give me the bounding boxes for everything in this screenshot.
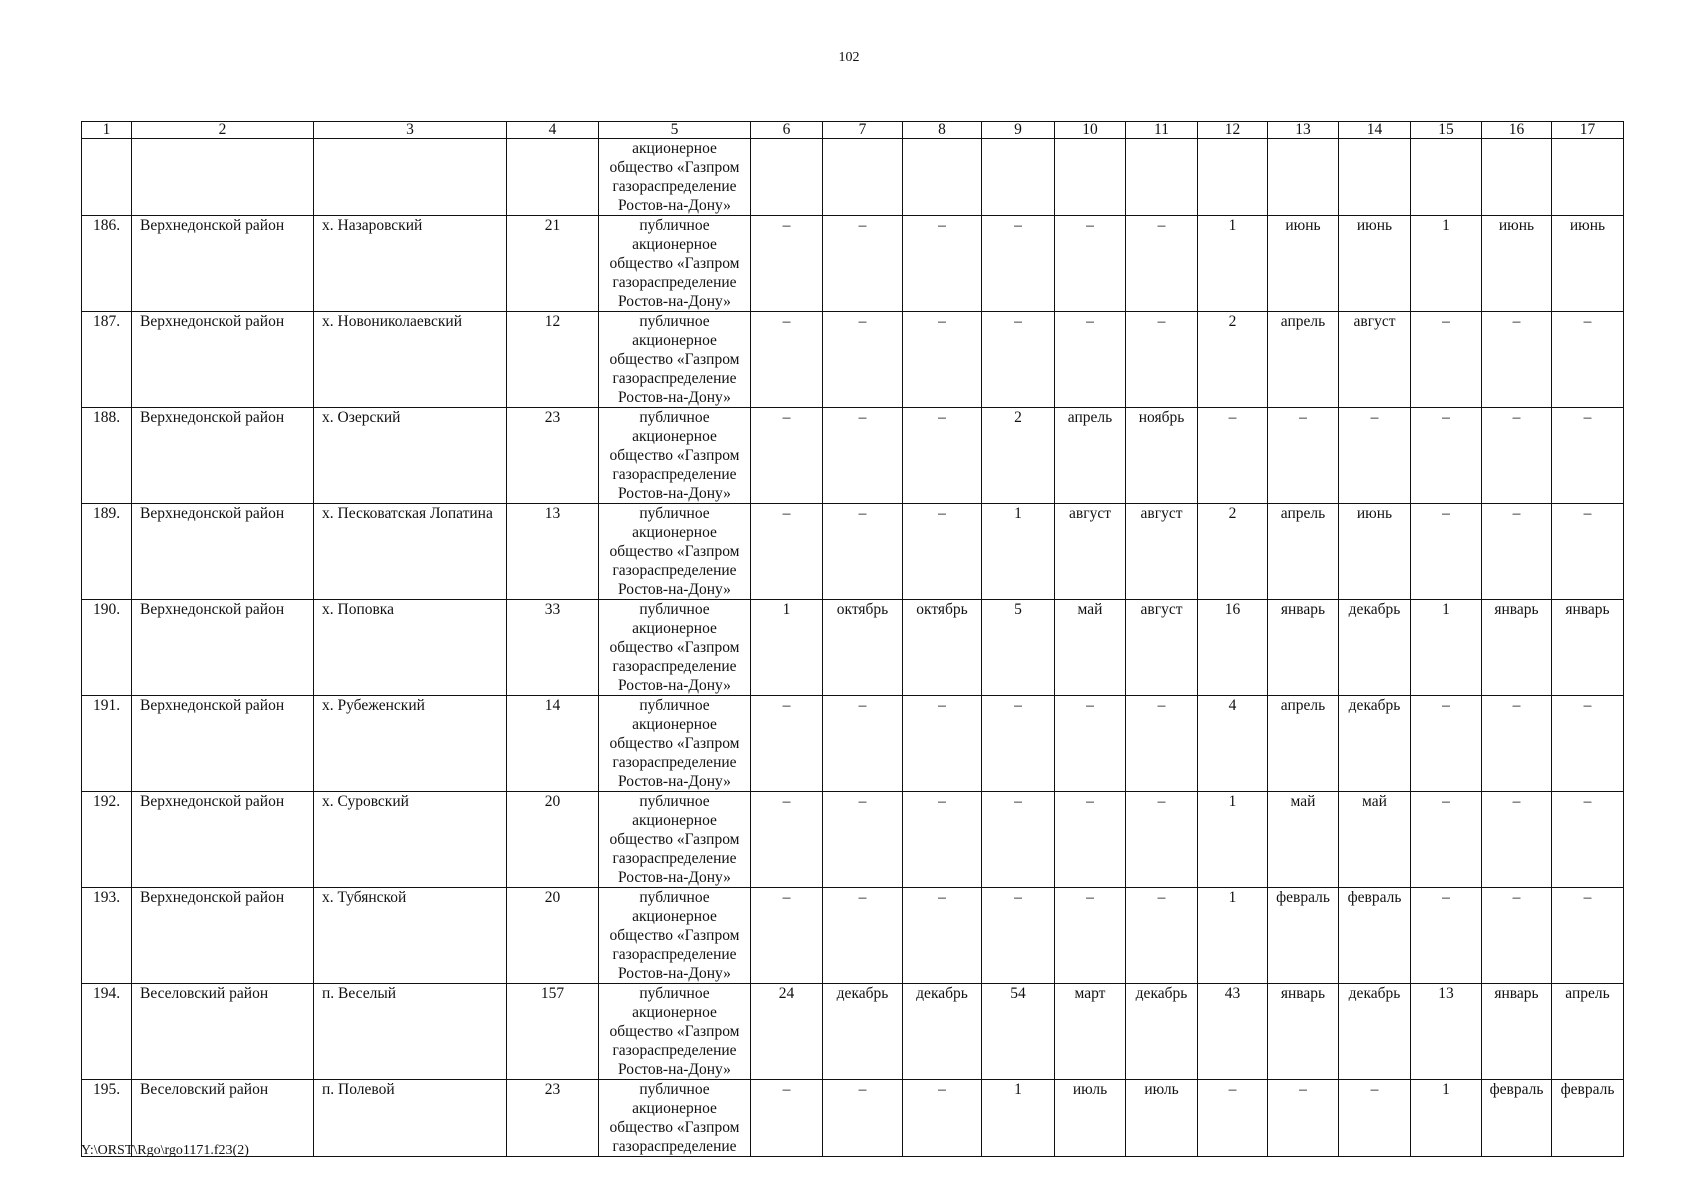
col-11-cell: – <box>1126 792 1198 888</box>
cell <box>982 139 1055 216</box>
settlement-cell: х. Песковатская Лопатина <box>314 504 507 600</box>
col-9-cell: – <box>982 792 1055 888</box>
col-14-cell: август <box>1339 312 1411 408</box>
table-row <box>82 504 1624 600</box>
cell <box>82 139 132 216</box>
row-number-cell: 190. <box>82 600 132 696</box>
header-cell: 9 <box>982 122 1055 139</box>
col-17-cell: февраль <box>1552 1080 1624 1157</box>
header-cell: 17 <box>1552 122 1624 139</box>
organization-cell: публичное акционерное общество «Газпром газораспределение Ростов-на-Дону» <box>599 696 751 792</box>
cell <box>1126 139 1198 216</box>
col-7-cell: – <box>823 216 903 312</box>
district-cell: Верхнедонской район <box>132 696 314 792</box>
col-13-cell: февраль <box>1268 888 1339 984</box>
col-11-cell: – <box>1126 216 1198 312</box>
cell <box>1198 139 1268 216</box>
organization-cell: публичное акционерное общество «Газпром газораспределение Ростов-на-Дону» <box>599 888 751 984</box>
row-number-cell: 188. <box>82 408 132 504</box>
organization-cell: публичное акционерное общество «Газпром газораспределение Ростов-на-Дону» <box>599 984 751 1080</box>
district-cell: Веселовский район <box>132 1080 314 1157</box>
col-11-cell: август <box>1126 600 1198 696</box>
col-12-cell: 4 <box>1198 696 1268 792</box>
header-cell: 2 <box>132 122 314 139</box>
col-13-cell: – <box>1268 1080 1339 1157</box>
col-7-cell: – <box>823 792 903 888</box>
header-cell: 4 <box>507 122 599 139</box>
settlement-cell: х. Новониколаевский <box>314 312 507 408</box>
col-6-cell: – <box>751 408 823 504</box>
col-6-cell: – <box>751 792 823 888</box>
col-16-cell: – <box>1482 888 1552 984</box>
row-number-cell: 195. <box>82 1080 132 1157</box>
col-8-cell: – <box>903 408 982 504</box>
col-17-cell: июнь <box>1552 216 1624 312</box>
col-16-cell: январь <box>1482 984 1552 1080</box>
settlement-cell: п. Полевой <box>314 1080 507 1157</box>
col-11-cell: – <box>1126 888 1198 984</box>
settlement-cell: х. Озерский <box>314 408 507 504</box>
col-17-cell: – <box>1552 696 1624 792</box>
header-cell: 3 <box>314 122 507 139</box>
schedule-table <box>81 121 1624 1157</box>
col-8-cell: – <box>903 888 982 984</box>
col-7-cell: – <box>823 1080 903 1157</box>
col-13-cell: январь <box>1268 600 1339 696</box>
col-8-cell: декабрь <box>903 984 982 1080</box>
settlement-cell: х. Назаровский <box>314 216 507 312</box>
cell <box>1552 139 1624 216</box>
col-14-cell: май <box>1339 792 1411 888</box>
row-number-cell: 191. <box>82 696 132 792</box>
cell <box>1268 139 1339 216</box>
col-13-cell: апрель <box>1268 504 1339 600</box>
cell <box>132 139 314 216</box>
organization-cell: публичное акционерное общество «Газпром газораспределение Ростов-на-Дону» <box>599 504 751 600</box>
col-11-cell: июль <box>1126 1080 1198 1157</box>
cell <box>314 139 507 216</box>
row-number-cell: 187. <box>82 312 132 408</box>
col-10-cell: – <box>1055 216 1126 312</box>
col-14-cell: июнь <box>1339 504 1411 600</box>
col-6-cell: – <box>751 216 823 312</box>
footer-file-path: Y:\ORST\Rgo\rgo1171.f23(2) <box>81 1143 249 1158</box>
header-cell: 15 <box>1411 122 1482 139</box>
count-cell: 14 <box>507 696 599 792</box>
col-14-cell: декабрь <box>1339 696 1411 792</box>
col-8-cell: – <box>903 312 982 408</box>
district-cell: Верхнедонской район <box>132 408 314 504</box>
count-cell: 20 <box>507 792 599 888</box>
col-15-cell: – <box>1411 696 1482 792</box>
page-number: 102 <box>838 50 860 65</box>
col-8-cell: – <box>903 504 982 600</box>
col-12-cell: 2 <box>1198 504 1268 600</box>
col-10-cell: май <box>1055 600 1126 696</box>
col-10-cell: апрель <box>1055 408 1126 504</box>
row-number-cell: 194. <box>82 984 132 1080</box>
col-14-cell: июнь <box>1339 216 1411 312</box>
header-cell: 12 <box>1198 122 1268 139</box>
col-13-cell: – <box>1268 408 1339 504</box>
district-cell: Верхнедонской район <box>132 216 314 312</box>
col-6-cell: – <box>751 696 823 792</box>
col-16-cell: – <box>1482 408 1552 504</box>
col-8-cell: – <box>903 696 982 792</box>
header-cell: 5 <box>599 122 751 139</box>
col-9-cell: – <box>982 312 1055 408</box>
col-15-cell: 1 <box>1411 1080 1482 1157</box>
col-9-cell: – <box>982 696 1055 792</box>
col-6-cell: 1 <box>751 600 823 696</box>
col-10-cell: август <box>1055 504 1126 600</box>
col-14-cell: – <box>1339 1080 1411 1157</box>
col-14-cell: декабрь <box>1339 600 1411 696</box>
cell <box>1339 139 1411 216</box>
col-17-cell: – <box>1552 504 1624 600</box>
col-7-cell: – <box>823 888 903 984</box>
col-10-cell: июль <box>1055 1080 1126 1157</box>
col-8-cell: – <box>903 1080 982 1157</box>
col-16-cell: – <box>1482 312 1552 408</box>
col-10-cell: – <box>1055 888 1126 984</box>
count-cell: 23 <box>507 1080 599 1157</box>
col-9-cell: – <box>982 216 1055 312</box>
col-7-cell: – <box>823 504 903 600</box>
col-6-cell: – <box>751 1080 823 1157</box>
col-6-cell: 24 <box>751 984 823 1080</box>
header-cell: 10 <box>1055 122 1126 139</box>
cell <box>751 139 823 216</box>
col-13-cell: апрель <box>1268 696 1339 792</box>
organization-cell: публичное акционерное общество «Газпром газораспределение Ростов-на-Дону» <box>599 312 751 408</box>
col-10-cell: – <box>1055 792 1126 888</box>
cell <box>903 139 982 216</box>
col-16-cell: январь <box>1482 600 1552 696</box>
table-row <box>82 408 1624 504</box>
settlement-cell: п. Веселый <box>314 984 507 1080</box>
organization-cell: публичное акционерное общество «Газпром газораспределение Ростов-на-Дону» <box>599 600 751 696</box>
col-13-cell: апрель <box>1268 312 1339 408</box>
col-15-cell: 1 <box>1411 216 1482 312</box>
col-13-cell: январь <box>1268 984 1339 1080</box>
col-10-cell: – <box>1055 312 1126 408</box>
col-12-cell: 1 <box>1198 792 1268 888</box>
count-cell: 20 <box>507 888 599 984</box>
col-6-cell: – <box>751 312 823 408</box>
col-12-cell: 1 <box>1198 888 1268 984</box>
cell <box>823 139 903 216</box>
col-15-cell: – <box>1411 312 1482 408</box>
header-cell: 8 <box>903 122 982 139</box>
col-9-cell: 54 <box>982 984 1055 1080</box>
col-9-cell: – <box>982 888 1055 984</box>
header-cell: 11 <box>1126 122 1198 139</box>
col-10-cell: март <box>1055 984 1126 1080</box>
col-16-cell: июнь <box>1482 216 1552 312</box>
district-cell: Веселовский район <box>132 984 314 1080</box>
header-cell: 13 <box>1268 122 1339 139</box>
header-cell: 14 <box>1339 122 1411 139</box>
col-17-cell: – <box>1552 792 1624 888</box>
col-8-cell: – <box>903 216 982 312</box>
col-15-cell: – <box>1411 792 1482 888</box>
organization-cell: публичное акционерное общество «Газпром газораспределение <box>599 1080 751 1157</box>
col-15-cell: 1 <box>1411 600 1482 696</box>
settlement-cell: х. Тубянской <box>314 888 507 984</box>
count-cell: 157 <box>507 984 599 1080</box>
col-16-cell: – <box>1482 792 1552 888</box>
col-11-cell: – <box>1126 696 1198 792</box>
header-cell: 1 <box>82 122 132 139</box>
col-12-cell: 2 <box>1198 312 1268 408</box>
col-9-cell: 1 <box>982 504 1055 600</box>
col-12-cell: – <box>1198 408 1268 504</box>
col-12-cell: 43 <box>1198 984 1268 1080</box>
col-10-cell: – <box>1055 696 1126 792</box>
table-row <box>82 216 1624 312</box>
col-6-cell: – <box>751 888 823 984</box>
district-cell: Верхнедонской район <box>132 600 314 696</box>
header-row <box>82 122 1624 139</box>
col-11-cell: – <box>1126 312 1198 408</box>
table-row <box>82 1080 1624 1157</box>
col-6-cell: – <box>751 504 823 600</box>
col-12-cell: – <box>1198 1080 1268 1157</box>
table-row <box>82 312 1624 408</box>
col-9-cell: 1 <box>982 1080 1055 1157</box>
col-13-cell: июнь <box>1268 216 1339 312</box>
count-cell: 33 <box>507 600 599 696</box>
col-11-cell: декабрь <box>1126 984 1198 1080</box>
col-15-cell: – <box>1411 504 1482 600</box>
header-cell: 16 <box>1482 122 1552 139</box>
count-cell: 13 <box>507 504 599 600</box>
col-7-cell: октябрь <box>823 600 903 696</box>
col-14-cell: февраль <box>1339 888 1411 984</box>
settlement-cell: х. Поповка <box>314 600 507 696</box>
col-12-cell: 16 <box>1198 600 1268 696</box>
row-number-cell: 186. <box>82 216 132 312</box>
col-9-cell: 5 <box>982 600 1055 696</box>
count-cell: 21 <box>507 216 599 312</box>
organization-cell: публичное акционерное общество «Газпром газораспределение Ростов-на-Дону» <box>599 408 751 504</box>
district-cell: Верхнедонской район <box>132 312 314 408</box>
district-cell: Верхнедонской район <box>132 792 314 888</box>
row-number-cell: 189. <box>82 504 132 600</box>
row-number-cell: 192. <box>82 792 132 888</box>
col-16-cell: февраль <box>1482 1080 1552 1157</box>
col-15-cell: – <box>1411 888 1482 984</box>
col-16-cell: – <box>1482 696 1552 792</box>
district-cell: Верхнедонской район <box>132 888 314 984</box>
col-7-cell: – <box>823 312 903 408</box>
col-13-cell: май <box>1268 792 1339 888</box>
cell <box>507 139 599 216</box>
col-7-cell: декабрь <box>823 984 903 1080</box>
col-15-cell: 13 <box>1411 984 1482 1080</box>
header-cell: 6 <box>751 122 823 139</box>
settlement-cell: х. Суровский <box>314 792 507 888</box>
col-12-cell: 1 <box>1198 216 1268 312</box>
row-number-cell: 193. <box>82 888 132 984</box>
table-row <box>82 792 1624 888</box>
col-11-cell: ноябрь <box>1126 408 1198 504</box>
organization-cell: публичное акционерное общество «Газпром газораспределение Ростов-на-Дону» <box>599 792 751 888</box>
cell <box>1482 139 1552 216</box>
col-17-cell: апрель <box>1552 984 1624 1080</box>
organization-cell: публичное акционерное общество «Газпром газораспределение Ростов-на-Дону» <box>599 216 751 312</box>
cell <box>1055 139 1126 216</box>
table-row <box>82 696 1624 792</box>
col-16-cell: – <box>1482 504 1552 600</box>
col-17-cell: – <box>1552 888 1624 984</box>
table-row <box>82 984 1624 1080</box>
col-8-cell: октябрь <box>903 600 982 696</box>
col-11-cell: август <box>1126 504 1198 600</box>
count-cell: 23 <box>507 408 599 504</box>
col-9-cell: 2 <box>982 408 1055 504</box>
header-cell: 7 <box>823 122 903 139</box>
table-body <box>82 122 1624 1157</box>
col-17-cell: январь <box>1552 600 1624 696</box>
settlement-cell: х. Рубеженский <box>314 696 507 792</box>
col-14-cell: – <box>1339 408 1411 504</box>
count-cell: 12 <box>507 312 599 408</box>
table-row <box>82 600 1624 696</box>
district-cell: Верхнедонской район <box>132 504 314 600</box>
table-row <box>82 888 1624 984</box>
col-15-cell: – <box>1411 408 1482 504</box>
col-7-cell: – <box>823 696 903 792</box>
col-17-cell: – <box>1552 408 1624 504</box>
org-cell: акционерное общество «Газпром газораспределение Ростов-на-Дону» <box>599 139 751 216</box>
cell <box>1411 139 1482 216</box>
col-8-cell: – <box>903 792 982 888</box>
col-7-cell: – <box>823 408 903 504</box>
continuation-row <box>82 139 1624 216</box>
col-14-cell: декабрь <box>1339 984 1411 1080</box>
col-17-cell: – <box>1552 312 1624 408</box>
